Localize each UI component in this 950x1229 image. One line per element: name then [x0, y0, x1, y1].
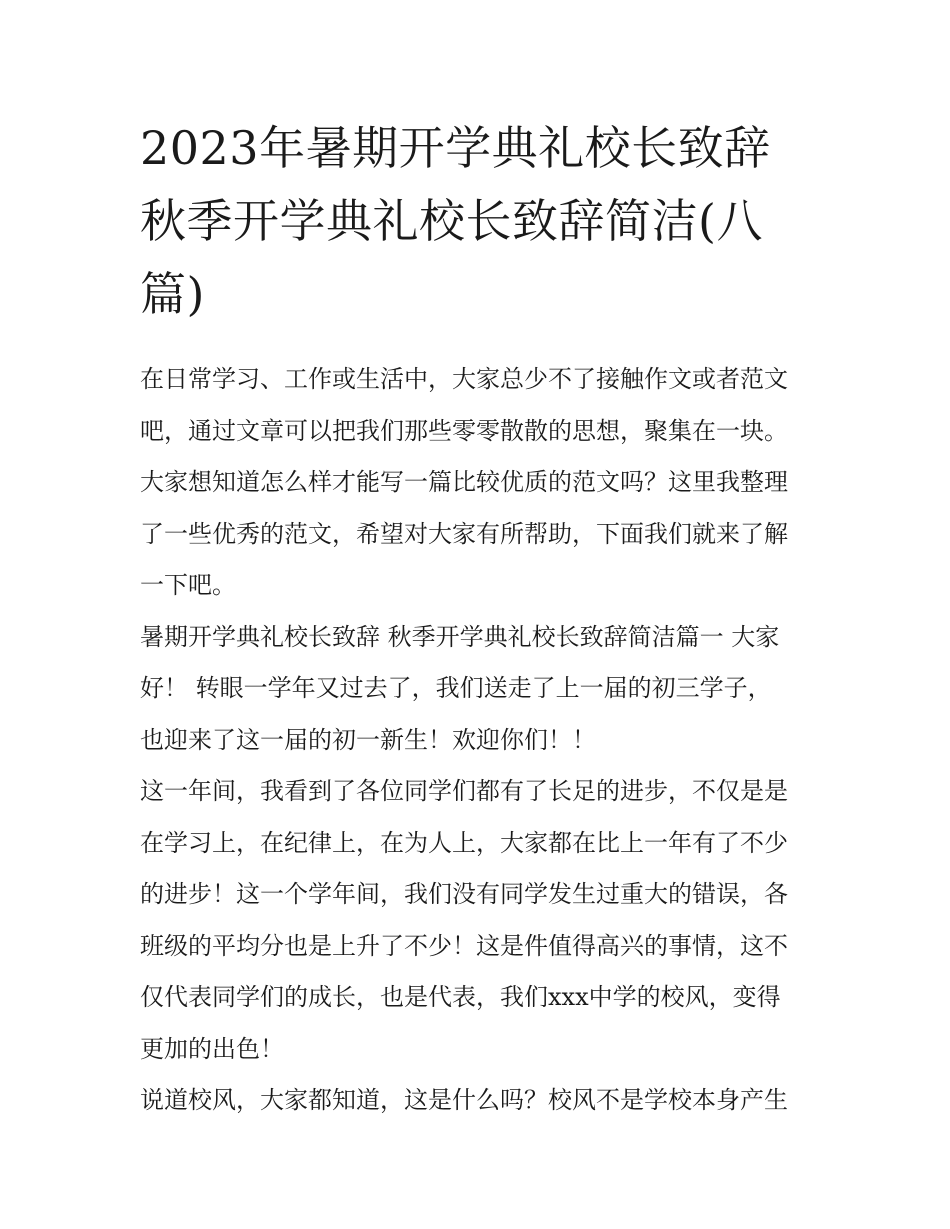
paragraph-line: 仅代表同学们的成长，也是代表，我们xxx中学的校风，变得 — [140, 983, 781, 1011]
paragraph-progress — [140, 766, 820, 1075]
paragraph-line: 暑期开学典礼校长致辞 秋季开学典礼校长致辞简洁篇一 大家 — [140, 622, 780, 651]
paragraph-line: 在学习上，在纪律上，在为人上，大家都在比上一年有了不少 — [140, 828, 788, 857]
paragraph-greeting — [140, 612, 820, 767]
paragraph-line: 吧，通过文章可以把我们那些零零散散的思想，聚集在一块。 — [140, 416, 788, 445]
paragraph-line: 的进步！这一个学年间，我们没有同学发生过重大的错误，各 — [140, 880, 788, 908]
title-line-3: 篇) — [140, 267, 205, 321]
paragraph-line: 说道校风，大家都知道，这是什么吗？校风不是学校本身产生 — [140, 1086, 788, 1114]
document-body — [140, 354, 820, 1127]
paragraph-line: 一下吧。 — [140, 571, 236, 599]
title-line-1: 2023年暑期开学典礼校长致辞 — [140, 121, 771, 175]
paragraph-line: 班级的平均分也是上升了不少！这是件值得高兴的事情，这不 — [140, 931, 788, 960]
paragraph-school-spirit — [140, 1075, 820, 1127]
paragraph-line: 了一些优秀的范文，希望对大家有所帮助，下面我们就来了解 — [140, 519, 788, 548]
paragraph-line: 大家想知道怎么样才能写一篇比较优质的范文吗？这里我整理 — [140, 468, 788, 496]
paragraph-line: 也迎来了这一届的初一新生！欢迎你们！！ — [140, 725, 596, 754]
paragraph-intro — [140, 354, 820, 612]
paragraph-line: 这一年间，我看到了各位同学们都有了长足的进步，不仅是是 — [140, 777, 788, 805]
paragraph-line: 更加的出色！ — [140, 1034, 284, 1063]
paragraph-line: 好！ 转眼一学年又过去了，我们送走了上一届的初三学子， — [140, 674, 772, 702]
document-title — [140, 112, 820, 331]
title-line-2: 秋季开学典礼校长致辞简洁(八 — [140, 194, 763, 248]
paragraph-line: 在日常学习、工作或生活中，大家总少不了接触作文或者范文 — [140, 365, 788, 393]
